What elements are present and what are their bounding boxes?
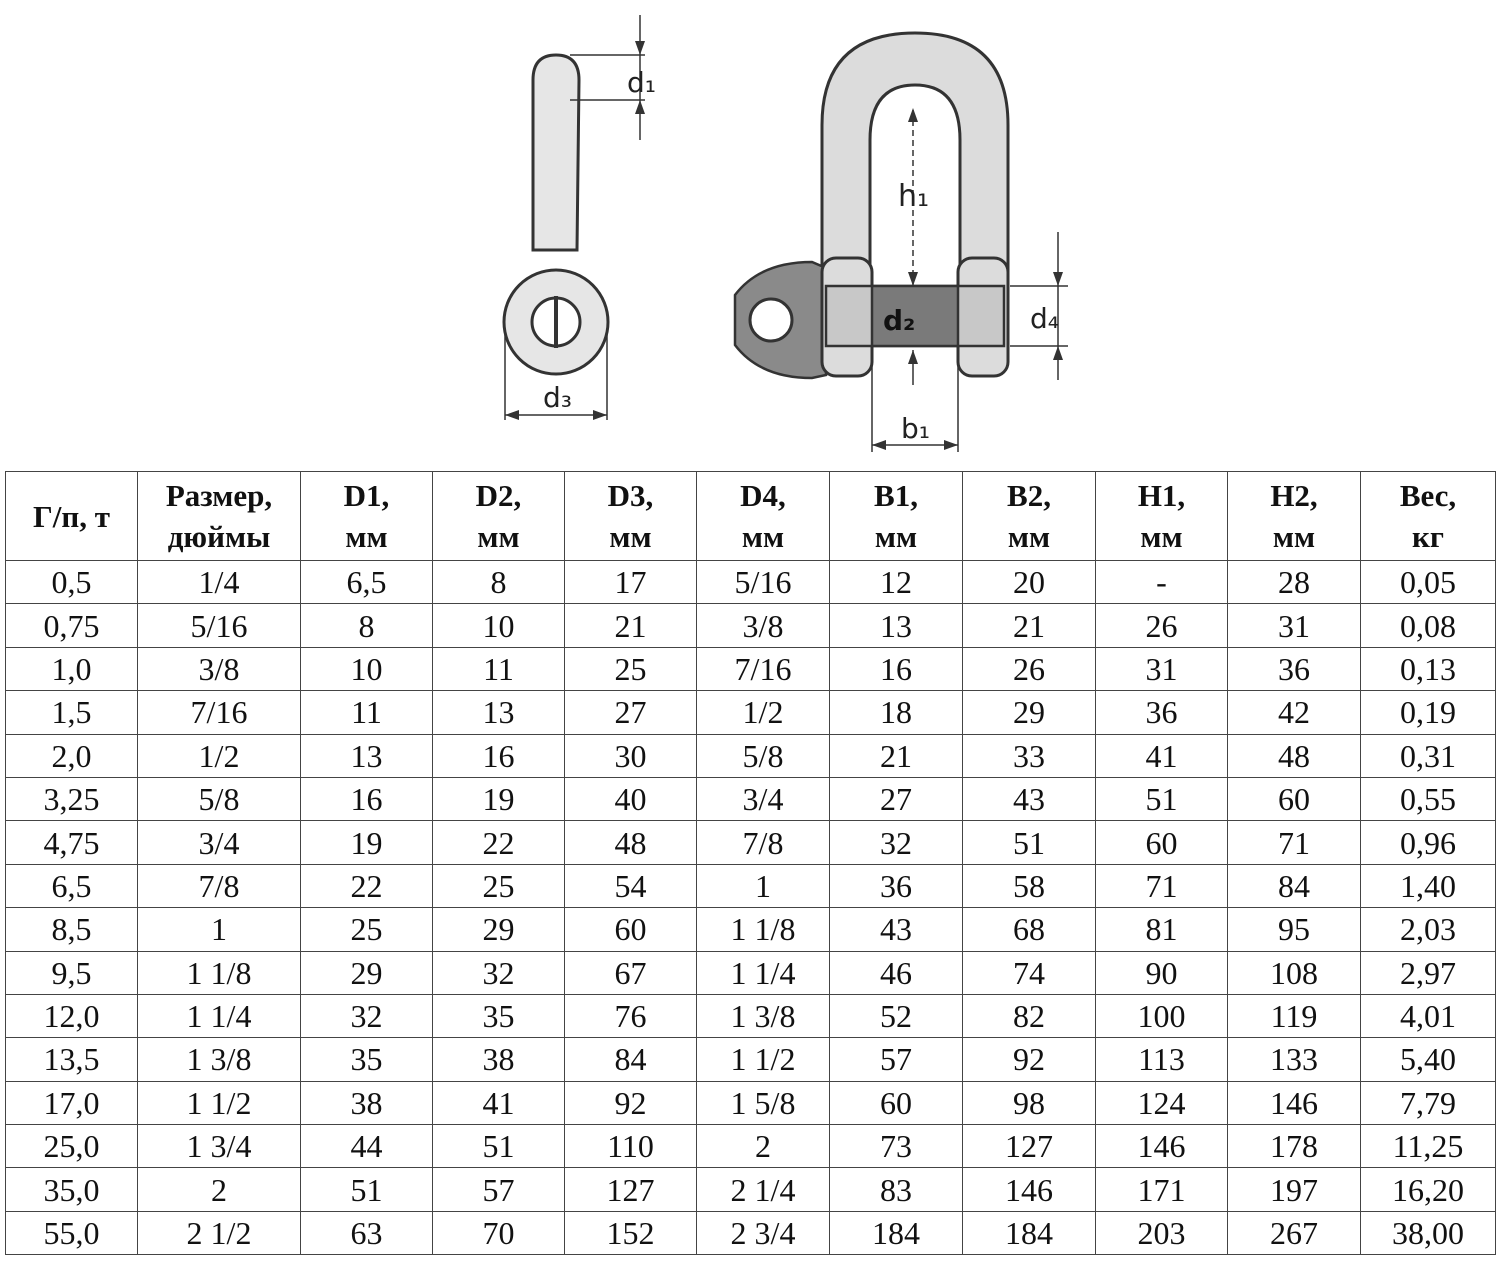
label-h1: h₁	[898, 179, 930, 214]
table-cell: 0,31	[1361, 734, 1496, 777]
table-cell: 146	[963, 1168, 1096, 1211]
column-header-title: Вес,	[1399, 478, 1457, 513]
table-cell: 0,08	[1361, 604, 1496, 647]
table-cell: 43	[830, 908, 963, 951]
table-cell: 74	[963, 951, 1096, 994]
table-cell: 27	[565, 691, 697, 734]
table-cell: 26	[963, 647, 1096, 690]
table-cell: 70	[433, 1211, 565, 1254]
table-cell: 2 3/4	[697, 1211, 830, 1254]
table-cell: 1 1/4	[697, 951, 830, 994]
table-cell: -	[1096, 561, 1228, 604]
table-cell: 7,79	[1361, 1081, 1496, 1124]
table-cell: 1 3/4	[138, 1125, 301, 1168]
column-header-title: B1,	[874, 478, 918, 513]
column-header-title: D1,	[343, 478, 390, 513]
table-row	[6, 734, 1496, 777]
table-cell: 51	[1096, 777, 1228, 820]
table-cell: 42	[1228, 691, 1361, 734]
label-d3: d₃	[543, 381, 572, 414]
table-row	[6, 951, 1496, 994]
table-cell: 133	[1228, 1038, 1361, 1081]
table-cell: 19	[301, 821, 433, 864]
table-cell: 146	[1096, 1125, 1228, 1168]
table-cell: 1 1/8	[138, 951, 301, 994]
column-header	[830, 472, 963, 561]
table-cell: 0,96	[1361, 821, 1496, 864]
table-cell: 4,75	[6, 821, 138, 864]
table-cell: 5/16	[138, 604, 301, 647]
table-cell: 10	[433, 604, 565, 647]
table-cell: 119	[1228, 994, 1361, 1037]
column-header	[433, 472, 565, 561]
table-cell: 63	[301, 1211, 433, 1254]
column-header	[1361, 472, 1496, 561]
column-header-unit: мм	[874, 519, 918, 554]
table-cell: 7/8	[138, 864, 301, 907]
header-row	[6, 472, 1496, 561]
column-header	[565, 472, 697, 561]
column-header-unit: мм	[609, 519, 652, 554]
table-cell: 57	[433, 1168, 565, 1211]
table-cell: 32	[830, 821, 963, 864]
table-cell: 1	[697, 864, 830, 907]
table-cell: 16	[433, 734, 565, 777]
table-cell: 13,5	[6, 1038, 138, 1081]
table-cell: 127	[565, 1168, 697, 1211]
table-row	[6, 1081, 1496, 1124]
table-cell: 1 1/8	[697, 908, 830, 951]
table-cell: 22	[433, 821, 565, 864]
table-cell: 1,0	[6, 647, 138, 690]
column-header	[138, 472, 301, 561]
table-cell: 1 1/2	[138, 1081, 301, 1124]
table-cell: 58	[963, 864, 1096, 907]
table-cell: 0,13	[1361, 647, 1496, 690]
table-cell: 1/2	[138, 734, 301, 777]
table-cell: 5/8	[138, 777, 301, 820]
table-cell: 6,5	[6, 864, 138, 907]
column-header-title: H1,	[1137, 478, 1186, 513]
table-cell: 84	[1228, 864, 1361, 907]
table-cell: 171	[1096, 1168, 1228, 1211]
table-cell: 35	[433, 994, 565, 1037]
table-cell: 7/16	[697, 647, 830, 690]
table-cell: 25,0	[6, 1125, 138, 1168]
column-header-unit: мм	[1140, 519, 1183, 554]
table-cell: 1 1/4	[138, 994, 301, 1037]
table-row	[6, 994, 1496, 1037]
table-cell: 44	[301, 1125, 433, 1168]
column-header	[1228, 472, 1361, 561]
column-header-unit: дюймы	[167, 519, 271, 554]
table-cell: 1 3/8	[697, 994, 830, 1037]
table-cell: 0,05	[1361, 561, 1496, 604]
table-cell: 32	[301, 994, 433, 1037]
table-row	[6, 864, 1496, 907]
column-header-unit: мм	[345, 519, 388, 554]
table-cell: 28	[1228, 561, 1361, 604]
table-cell: 100	[1096, 994, 1228, 1037]
table-cell: 36	[1228, 647, 1361, 690]
table-cell: 2,0	[6, 734, 138, 777]
table-cell: 2	[138, 1168, 301, 1211]
table-cell: 92	[565, 1081, 697, 1124]
table-cell: 18	[830, 691, 963, 734]
table-cell: 31	[1096, 647, 1228, 690]
table-cell: 71	[1228, 821, 1361, 864]
column-header-unit: кг	[1412, 519, 1444, 554]
table-cell: 38	[301, 1081, 433, 1124]
table-cell: 76	[565, 994, 697, 1037]
table-cell: 124	[1096, 1081, 1228, 1124]
column-header-title: D3,	[607, 478, 654, 513]
table-cell: 1 1/2	[697, 1038, 830, 1081]
table-cell: 55,0	[6, 1211, 138, 1254]
table-cell: 95	[1228, 908, 1361, 951]
table-cell: 3/8	[138, 647, 301, 690]
shackle-spec-table	[5, 471, 1496, 1255]
table-cell: 1/2	[697, 691, 830, 734]
table-cell: 54	[565, 864, 697, 907]
table-cell: 29	[963, 691, 1096, 734]
shackle-drawing	[0, 0, 1501, 470]
table-cell: 9,5	[6, 951, 138, 994]
column-header	[6, 472, 138, 561]
table-cell: 2,03	[1361, 908, 1496, 951]
table-cell: 73	[830, 1125, 963, 1168]
table-cell: 25	[433, 864, 565, 907]
table-cell: 17,0	[6, 1081, 138, 1124]
column-header-title: H2,	[1270, 478, 1318, 513]
table-cell: 38,00	[1361, 1211, 1496, 1254]
column-header	[1096, 472, 1228, 561]
table-cell: 29	[301, 951, 433, 994]
table-cell: 5/16	[697, 561, 830, 604]
column-header-title: Размер,	[165, 478, 273, 513]
table-cell: 5/8	[697, 734, 830, 777]
table-cell: 27	[830, 777, 963, 820]
table-cell: 67	[565, 951, 697, 994]
shackle-side-view	[504, 15, 645, 420]
table-cell: 11	[433, 647, 565, 690]
table-body	[6, 561, 1496, 1255]
table-cell: 11	[301, 691, 433, 734]
table-cell: 22	[301, 864, 433, 907]
table-cell: 0,75	[6, 604, 138, 647]
table-cell: 3,25	[6, 777, 138, 820]
table-cell: 60	[1228, 777, 1361, 820]
table-row	[6, 777, 1496, 820]
table-cell: 43	[963, 777, 1096, 820]
label-d1: d₁	[627, 66, 656, 99]
column-header-unit: мм	[741, 519, 785, 554]
label-d2: d₂	[883, 304, 916, 337]
table-cell: 17	[565, 561, 697, 604]
table-cell: 19	[433, 777, 565, 820]
table-cell: 41	[433, 1081, 565, 1124]
table-cell: 203	[1096, 1211, 1228, 1254]
table-cell: 110	[565, 1125, 697, 1168]
table-cell: 16,20	[1361, 1168, 1496, 1211]
table-row	[6, 1038, 1496, 1081]
table-cell: 51	[301, 1168, 433, 1211]
table-cell: 16	[301, 777, 433, 820]
column-header	[697, 472, 830, 561]
table-row	[6, 561, 1496, 604]
table-cell: 41	[1096, 734, 1228, 777]
column-header	[963, 472, 1096, 561]
table-row	[6, 821, 1496, 864]
table-cell: 60	[830, 1081, 963, 1124]
table-cell: 84	[565, 1038, 697, 1081]
table-cell: 57	[830, 1038, 963, 1081]
table-cell: 21	[963, 604, 1096, 647]
table-cell: 33	[963, 734, 1096, 777]
table-cell: 1	[138, 908, 301, 951]
table-cell: 81	[1096, 908, 1228, 951]
table-row	[6, 691, 1496, 734]
table-cell: 1,40	[1361, 864, 1496, 907]
table-cell: 13	[433, 691, 565, 734]
table-cell: 12,0	[6, 994, 138, 1037]
table-cell: 184	[830, 1211, 963, 1254]
table-cell: 52	[830, 994, 963, 1037]
table-cell: 68	[963, 908, 1096, 951]
table-cell: 0,5	[6, 561, 138, 604]
table-cell: 1,5	[6, 691, 138, 734]
column-header-unit: мм	[477, 519, 520, 554]
table-cell: 92	[963, 1038, 1096, 1081]
table-row	[6, 647, 1496, 690]
table-cell: 20	[963, 561, 1096, 604]
table-cell: 146	[1228, 1081, 1361, 1124]
table-cell: 7/8	[697, 821, 830, 864]
table-cell: 152	[565, 1211, 697, 1254]
table-cell: 11,25	[1361, 1125, 1496, 1168]
table-row	[6, 1211, 1496, 1254]
table-cell: 21	[830, 734, 963, 777]
table-cell: 35,0	[6, 1168, 138, 1211]
table-cell: 25	[301, 908, 433, 951]
table-cell: 82	[963, 994, 1096, 1037]
column-header-unit: мм	[1007, 519, 1051, 554]
table-cell: 1/4	[138, 561, 301, 604]
table-cell: 83	[830, 1168, 963, 1211]
table-cell: 51	[963, 821, 1096, 864]
table-cell: 32	[433, 951, 565, 994]
table-cell: 36	[1096, 691, 1228, 734]
table-cell: 127	[963, 1125, 1096, 1168]
table-cell: 13	[830, 604, 963, 647]
table-cell: 13	[301, 734, 433, 777]
table-cell: 3/4	[697, 777, 830, 820]
table-cell: 60	[565, 908, 697, 951]
table-cell: 8,5	[6, 908, 138, 951]
table-cell: 2 1/4	[697, 1168, 830, 1211]
label-b1: b₁	[901, 412, 930, 445]
table-cell: 36	[830, 864, 963, 907]
table-cell: 1 5/8	[697, 1081, 830, 1124]
column-header-title: B2,	[1007, 478, 1051, 513]
table-cell: 35	[301, 1038, 433, 1081]
table-cell: 8	[433, 561, 565, 604]
table-cell: 0,55	[1361, 777, 1496, 820]
table-cell: 26	[1096, 604, 1228, 647]
table-cell: 12	[830, 561, 963, 604]
table-cell: 0,19	[1361, 691, 1496, 734]
label-d4: d₄	[1030, 302, 1059, 335]
table-cell: 30	[565, 734, 697, 777]
table-cell: 108	[1228, 951, 1361, 994]
table-row	[6, 908, 1496, 951]
table-cell: 178	[1228, 1125, 1361, 1168]
table-cell: 197	[1228, 1168, 1361, 1211]
table-cell: 51	[433, 1125, 565, 1168]
table-cell: 7/16	[138, 691, 301, 734]
table-cell: 60	[1096, 821, 1228, 864]
table-cell: 16	[830, 647, 963, 690]
table-cell: 267	[1228, 1211, 1361, 1254]
table-cell: 71	[1096, 864, 1228, 907]
column-header	[301, 472, 433, 561]
table-cell: 2 1/2	[138, 1211, 301, 1254]
table-cell: 2	[697, 1125, 830, 1168]
table-cell: 31	[1228, 604, 1361, 647]
table-cell: 10	[301, 647, 433, 690]
column-header-unit: мм	[1272, 519, 1316, 554]
table-cell: 113	[1096, 1038, 1228, 1081]
table-cell: 184	[963, 1211, 1096, 1254]
table-cell: 46	[830, 951, 963, 994]
table-row	[6, 1168, 1496, 1211]
table-row	[6, 1125, 1496, 1168]
table-cell: 48	[565, 821, 697, 864]
table-cell: 3/8	[697, 604, 830, 647]
table-cell: 2,97	[1361, 951, 1496, 994]
table-cell: 21	[565, 604, 697, 647]
table-cell: 6,5	[301, 561, 433, 604]
table-cell: 25	[565, 647, 697, 690]
table-cell: 5,40	[1361, 1038, 1496, 1081]
table-cell: 38	[433, 1038, 565, 1081]
table-cell: 1 3/8	[138, 1038, 301, 1081]
column-header-title: D2,	[475, 478, 522, 513]
shackle-front-view	[735, 33, 1068, 452]
column-header-title: D4,	[740, 478, 786, 513]
table-cell: 40	[565, 777, 697, 820]
table-cell: 3/4	[138, 821, 301, 864]
table-cell: 4,01	[1361, 994, 1496, 1037]
table-row	[6, 604, 1496, 647]
column-header-title: Г/п, т	[33, 498, 110, 534]
table-cell: 98	[963, 1081, 1096, 1124]
table-cell: 29	[433, 908, 565, 951]
table-cell: 48	[1228, 734, 1361, 777]
table-cell: 90	[1096, 951, 1228, 994]
table-cell: 8	[301, 604, 433, 647]
